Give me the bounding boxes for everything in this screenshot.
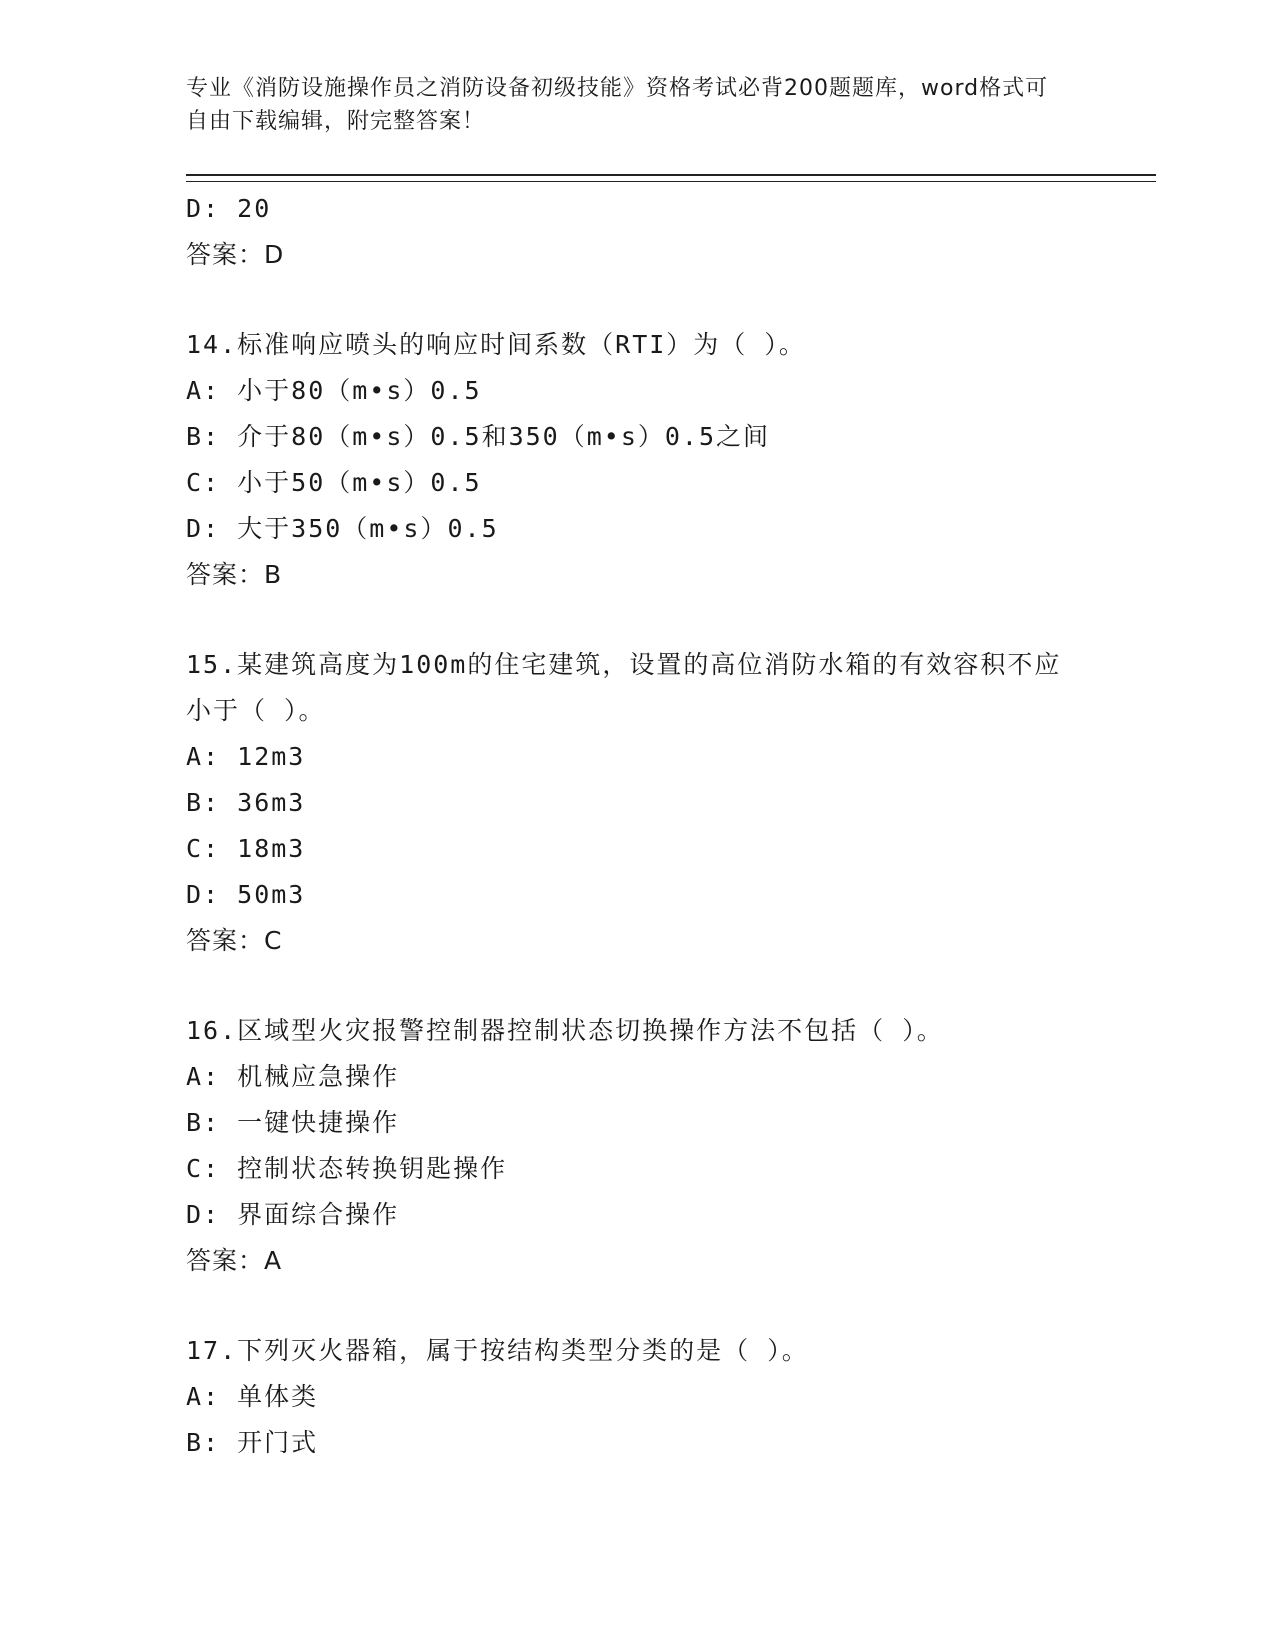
option-b: B: 开门式 bbox=[186, 1428, 319, 1457]
question-16 bbox=[186, 1008, 1156, 1284]
option-c: C: 控制状态转换钥匙操作 bbox=[186, 1154, 508, 1183]
previous-answer: 答案：D bbox=[186, 240, 285, 269]
option-a: A: 12m3 bbox=[186, 742, 306, 771]
document-header: 专业《消防设施操作员之消防设备初级技能》资格考试必背200题题库，word格式可自由下载编辑，附完整答案！ bbox=[186, 76, 1049, 134]
option-c: C: 18m3 bbox=[186, 834, 306, 863]
question-answer: 答案：C bbox=[186, 926, 283, 955]
question-stem: 17.下列灭火器箱，属于按结构类型分类的是（ ）。 bbox=[186, 1336, 809, 1365]
question-stem: 15.某建筑高度为100m的住宅建筑，设置的高位消防水箱的有效容积不应小于（ ）。 bbox=[186, 650, 1062, 725]
option-d: D: 50m3 bbox=[186, 880, 306, 909]
option-a: A: 机械应急操作 bbox=[186, 1062, 400, 1091]
question-list bbox=[186, 186, 1156, 1466]
question-stem: 16.区域型火灾报警控制器控制状态切换操作方法不包括（ ）。 bbox=[186, 1016, 944, 1045]
question-14 bbox=[186, 322, 1156, 598]
option-b: B: 36m3 bbox=[186, 788, 306, 817]
question-answer: 答案：B bbox=[186, 560, 283, 589]
question-answer: 答案：A bbox=[186, 1246, 283, 1275]
header-divider bbox=[186, 174, 1156, 182]
option-d: D: 界面综合操作 bbox=[186, 1200, 400, 1229]
question-15 bbox=[186, 642, 1156, 964]
document-page bbox=[186, 72, 1156, 1466]
option-a: A: 小于80（m•s）0.5 bbox=[186, 376, 482, 405]
question-stem: 14.标准响应喷头的响应时间系数（RTI）为（ ）。 bbox=[186, 330, 806, 359]
option-d: D: 大于350（m•s）0.5 bbox=[186, 514, 499, 543]
option-b: B: 介于80（m•s）0.5和350（m•s）0.5之间 bbox=[186, 422, 771, 451]
option-a: A: 单体类 bbox=[186, 1382, 319, 1411]
previous-option-d: D: 20 bbox=[186, 194, 272, 223]
option-c: C: 小于50（m•s）0.5 bbox=[186, 468, 482, 497]
question-17 bbox=[186, 1328, 1156, 1466]
option-b: B: 一键快捷操作 bbox=[186, 1108, 400, 1137]
